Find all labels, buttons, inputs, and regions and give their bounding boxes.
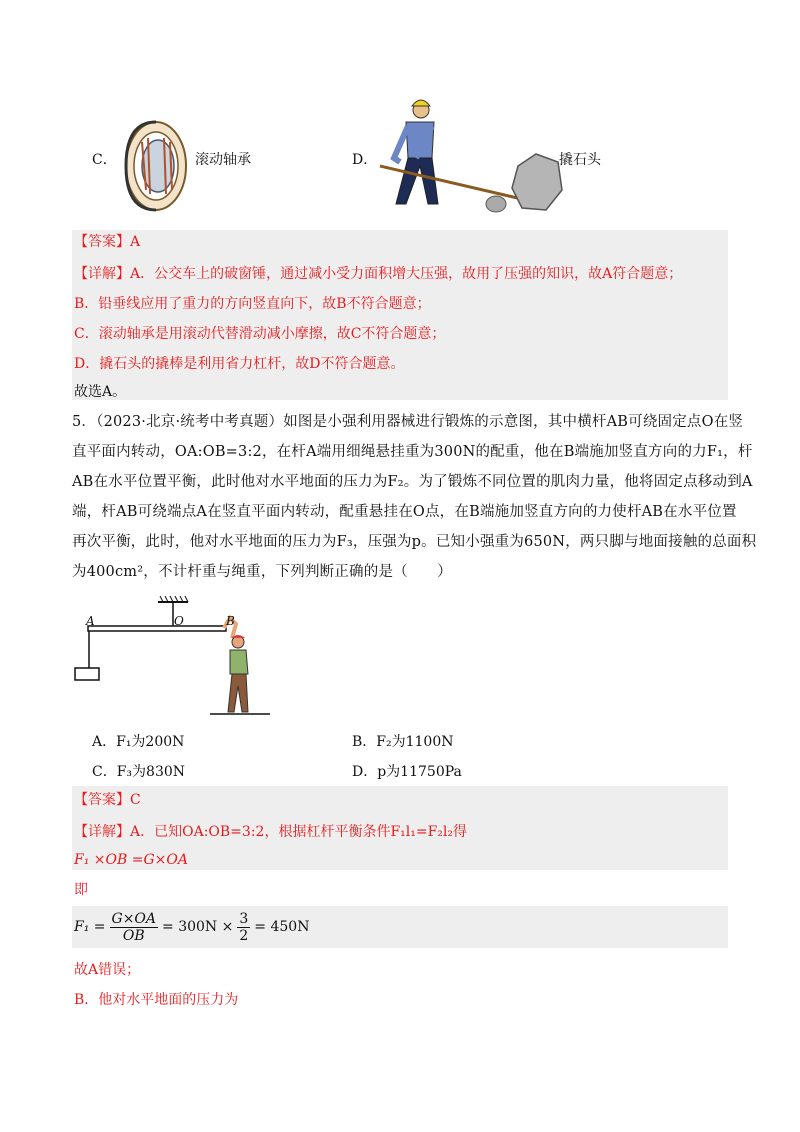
eq2-numerator: G×OA — [111, 910, 157, 927]
option-c: C．F₃为830N — [92, 764, 186, 780]
answer5-label: 【答案】C — [74, 792, 141, 808]
answer-label: 【答案】A — [74, 234, 141, 250]
option-c-label: 滚动轴承 — [195, 152, 251, 168]
eq2-fraction — [110, 911, 159, 944]
detail-d: D．撬石头的撬棒是利用省力杠杆，故D不符合题意。 — [74, 356, 405, 372]
fig-label-a: A — [86, 614, 95, 628]
eq2-fraction-2 — [237, 911, 250, 944]
question-line-2: 直平面内转动，OA:OB=3:2，在杆A端用细绳悬挂重为300N的配重，他在B端施加竖直方向的力F₁，杆 — [72, 444, 753, 460]
conclusion: 故选A。 — [74, 384, 127, 400]
rolling-bearing-image — [116, 118, 192, 214]
ji-label: 即 — [74, 882, 88, 898]
option-d-letter: D． — [352, 152, 378, 168]
question-line-4: 端，杆AB可绕端点A在竖直平面内转动，配重悬挂在O点，在B端施加竖直方向的力使杆AB在水平位置 — [72, 504, 737, 520]
detail-a: 【详解】A．公交车上的破窗锤，通过减小受力面积增大压强，故用了压强的知识，故A符合题意； — [74, 266, 683, 282]
detail-b: B．铅垂线应用了重力的方向竖直向下，故B不符合题意； — [74, 296, 431, 312]
option-a: A．F₁为200N — [92, 734, 185, 750]
eq2-right: = 450N — [254, 919, 310, 935]
option-d-label: 撬石头 — [559, 152, 601, 168]
question-line-3: AB在水平位置平衡，此时他对水平地面的压力为F₂。为了锻炼不同位置的肌肉力量，他将固定点移动到A — [72, 474, 753, 490]
a-wrong: 故A错误； — [74, 962, 141, 978]
fig-label-o: O — [174, 614, 184, 628]
eq2-denominator-2: 2 — [239, 927, 249, 944]
eq2-numerator-2: 3 — [239, 910, 249, 927]
detail-c: C．滚动轴承是用滚动代替滑动减小摩擦，故C不符合题意； — [74, 326, 446, 342]
option-b: B．F₂为1100N — [352, 734, 454, 750]
option-d: D．p为11750Pa — [352, 764, 462, 780]
equation-2 — [74, 908, 309, 946]
question-line-1: 5．（2023·北京·统考中考真题）如图是小强利用器械进行锻炼的示意图，其中横杆AB可绕固定点O在竖 — [72, 414, 744, 430]
eq2-left: F₁ = — [74, 919, 106, 935]
fig-label-b: B — [226, 614, 235, 628]
eq2-mid: = 300N × — [162, 919, 234, 935]
lever-rock-image — [376, 96, 566, 216]
answer-block-1 — [72, 230, 728, 400]
answer5-detail-a: 【详解】A．已知OA:OB=3:2，根据杠杆平衡条件F₁l₁=F₂l₂得 — [74, 824, 468, 840]
question-line-6: 为400cm²，不计杆重与绳重，下列判断正确的是（ ） — [72, 564, 452, 580]
equation-1: F₁ ×OB =G×OA — [74, 852, 188, 868]
b-line: B．他对水平地面的压力为 — [74, 992, 239, 1008]
eq2-denominator: OB — [122, 927, 145, 944]
question-line-5: 再次平衡，此时，他对水平地面的压力为F₃，压强为p。已知小强重为650N，两只脚与地面接触的总面积 — [72, 534, 757, 550]
option-c-letter: C． — [92, 152, 117, 168]
